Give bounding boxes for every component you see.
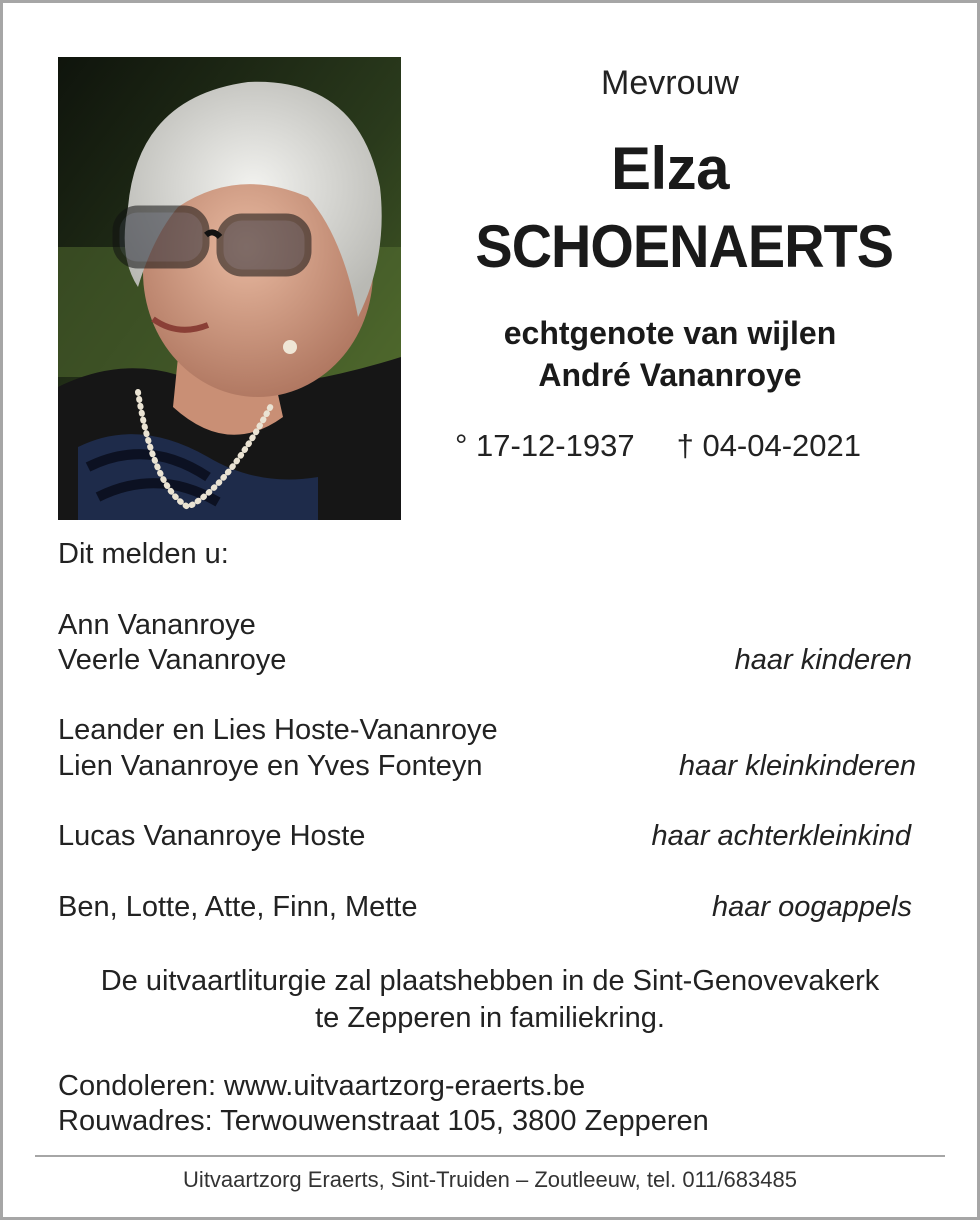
condolences-link[interactable]: Condoleren: www.uitvaartzorg-eraerts.be <box>58 1070 586 1102</box>
spouse-line-1: echtgenote van wijlen <box>503 315 837 351</box>
portrait-photo <box>58 57 401 520</box>
funeral-service-info <box>40 963 940 1037</box>
service-line-1: De uitvaartliturgie zal plaatshebben in de Sint-Genovevakerk <box>100 965 880 997</box>
funeral-home-footer: Uitvaartzorg Eraerts, Sint-Truiden – Zoutleeuw, tel. 011/683485 <box>183 1167 797 1192</box>
announcer-name: Veerle Vananroye <box>58 644 287 676</box>
service-line-2: te Zepperen in familiekring. <box>315 1002 665 1034</box>
death-date: † 04-04-2021 <box>676 428 862 463</box>
life-dates <box>455 428 861 464</box>
footer-divider <box>35 1155 945 1157</box>
mourning-address: Rouwadres: Terwouwenstraat 105, 3800 Zepperen <box>58 1105 709 1137</box>
deceased-first-name: Elza <box>610 135 730 202</box>
honorific: Mevrouw <box>601 64 739 102</box>
announcer-name: Leander en Lies Hoste-Vananroye <box>58 714 498 746</box>
relation-label: haar achterkleinkind <box>651 820 911 852</box>
announcer-name: Lien Vananroye en Yves Fonteyn <box>58 750 483 782</box>
deceased-last-name: SCHOENAERTS <box>475 213 894 280</box>
relation-label: haar oogappels <box>712 891 912 923</box>
birth-date: ° 17-12-1937 <box>455 428 635 463</box>
announcer-name: Ben, Lotte, Atte, Finn, Mette <box>58 891 418 923</box>
spouse-line-2: André Vananroye <box>538 357 802 393</box>
relation-label: haar kinderen <box>734 644 912 676</box>
announcers-intro: Dit melden u: <box>58 538 229 570</box>
announcer-name: Lucas Vananroye Hoste <box>58 820 366 852</box>
announcer-name: Ann Vananroye <box>58 609 256 641</box>
spouse-info <box>440 312 900 396</box>
relation-label: haar kleinkinderen <box>679 750 916 782</box>
